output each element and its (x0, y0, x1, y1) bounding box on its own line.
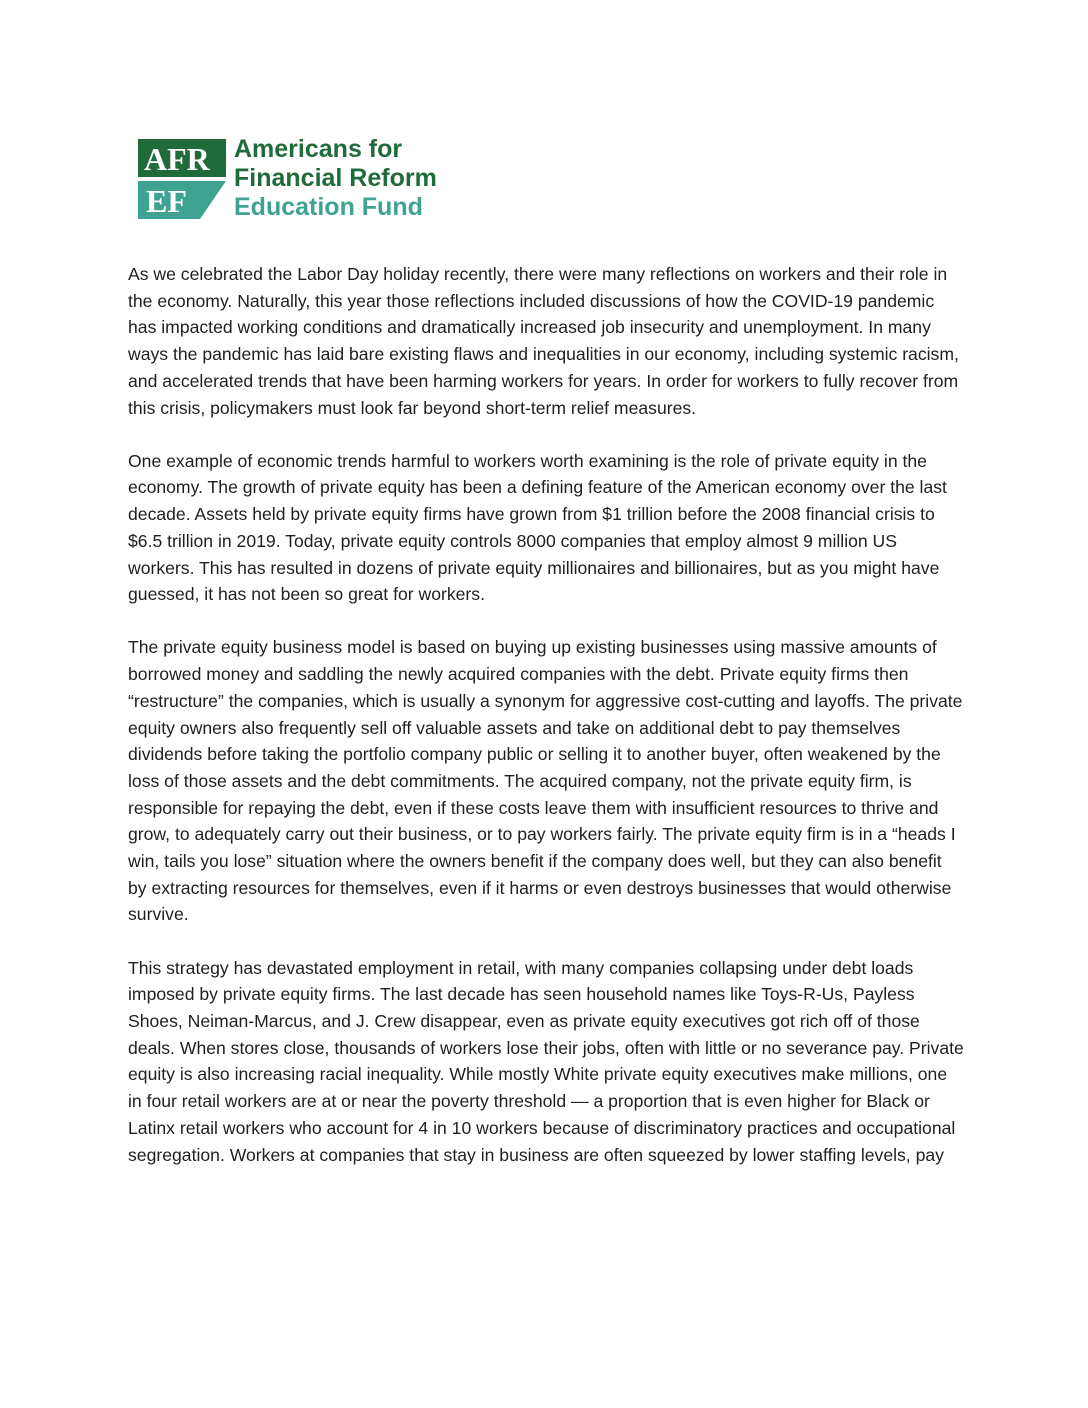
logo-line-1: Americans for (234, 135, 403, 163)
logo-line-2: Financial Reform (234, 164, 437, 192)
document-body (128, 261, 964, 1195)
logo-mark-top-text: AFR (144, 141, 210, 177)
logo-mark (138, 139, 226, 219)
logo-line-3: Education Fund (234, 193, 423, 221)
logo-mark-bottom-text: EF (146, 183, 187, 219)
paragraph-2: One example of economic trends harmful to workers worth examining is the role of private equity in the economy. The growth of private equity has been a defining feature of the American economy over the last decade. Assets held by private equity firms have grown from $1 trillion before the 2008 financial crisis to $6.5 trillion in 2019. Today, private equity controls 8000 companies that employ almost 9 million US workers. This has resulted in dozens of private equity millionaires and billionaires, but as you might have guessed, it has not been so great for workers. (128, 450, 947, 605)
paragraph-4: This strategy has devastated employment in retail, with many companies collapsing under debt loads imposed by private equity firms. The last decade has seen household names like Toys-R-Us, Payless Shoes, Neiman-Marcus, and J. Crew disappear, even as private equity executives got rich off of those deals. When stores close, thousands of workers lose their jobs, often with little or no severance pay. Private equity is also increasing racial inequality. While mostly White private equity executives make millions, one in four retail workers are at or near the poverty threshold — a proportion that is even higher for Black or Latinx retail workers who account for 4 in 10 workers because of discriminatory practices and occupational segregation. Workers at companies that stay in business are often squeezed by lower staffing levels, pay (128, 957, 964, 1165)
logo-wordmark (234, 135, 437, 222)
paragraph-1: As we celebrated the Labor Day holiday recently, there were many reflections on workers and their role in the economy. Naturally, this year those reflections included discussions of how the COVID-19 pandemic has impacted working conditions and dramatically increased job insecurity and unemployment. In many ways the pandemic has laid bare existing flaws and inequalities in our economy, including systemic racism, and accelerated trends that have been harming workers for years. In order for workers to fully recover from this crisis, policymakers must look far beyond short-term relief measures. (128, 264, 959, 418)
paragraph-3: The private equity business model is based on buying up existing businesses using massive amounts of borrowed money and saddling the newly acquired companies with the debt. Private equity firms then “restructure” the companies, which is usually a synonym for aggressive cost-cutting and layoffs. The private equity owners also frequently sell off valuable assets and take on additional debt to pay themselves dividends before taking the portfolio company public or selling it to another buyer, often weakened by the loss of those assets and the debt commitments. The acquired company, not the private equity firm, is responsible for repaying the debt, even if these costs leave them with insufficient resources to thrive and grow, to adequately carry out their business, or to pay workers fairly. The private equity firm is in a “heads I win, tails you lose” situation where the owners benefit if the company does well, but they can also benefit by extracting resources for themselves, even if it harms or even destroys businesses that would otherwise survive. (128, 637, 963, 925)
afref-logo (138, 135, 468, 221)
